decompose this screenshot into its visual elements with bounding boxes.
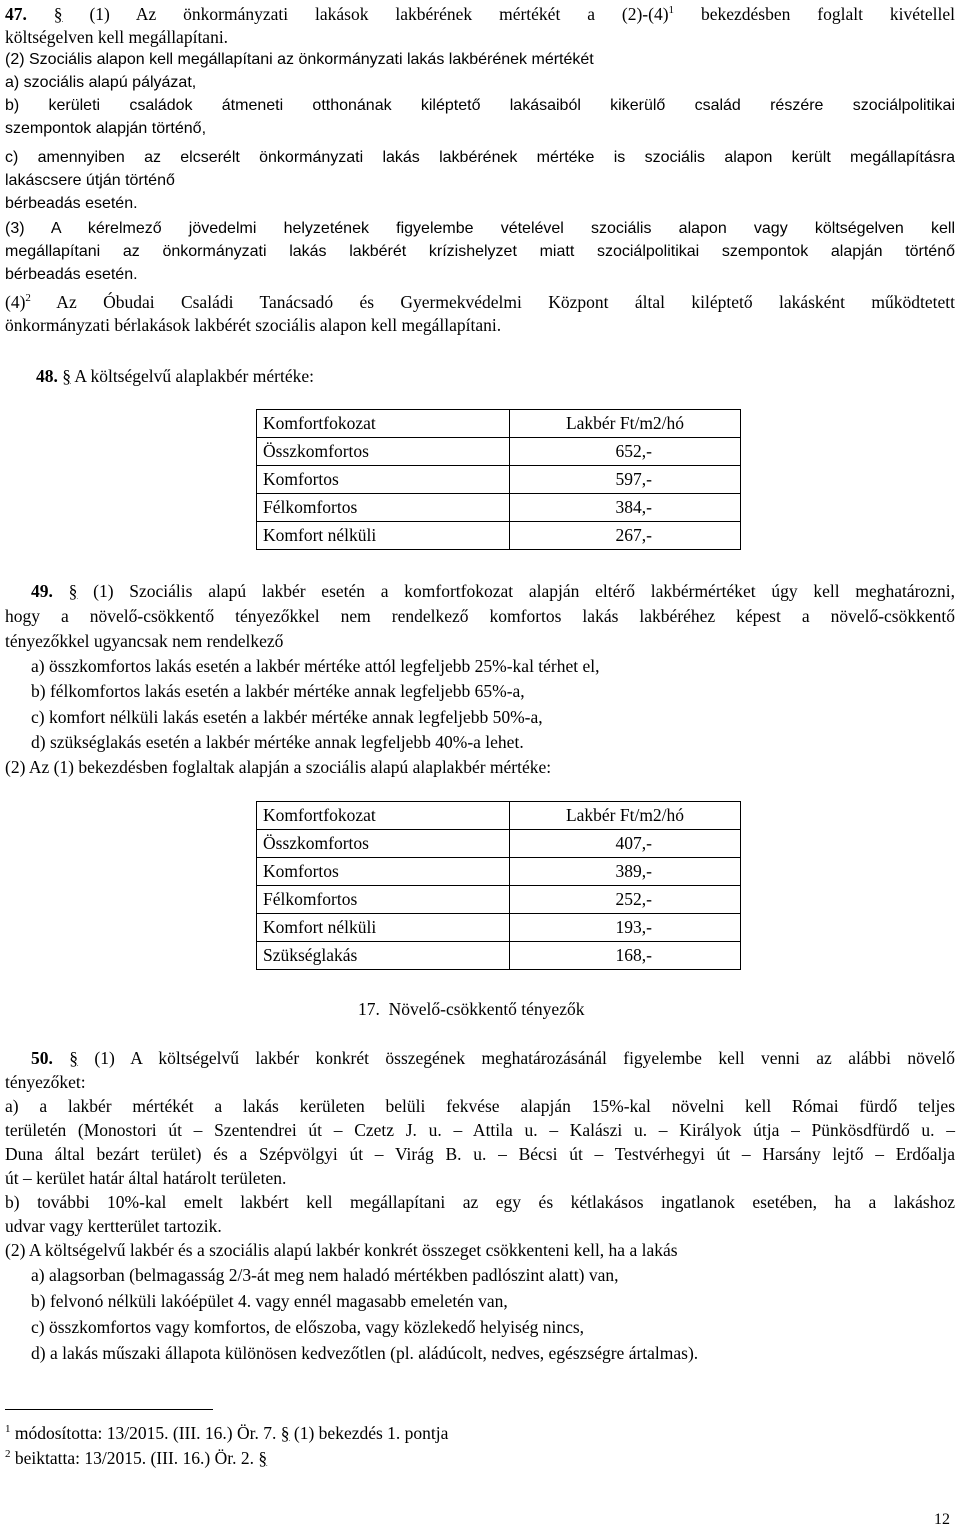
table-cell: Összkomfortos xyxy=(257,438,510,466)
table-row xyxy=(257,438,741,466)
s50-para-2: (2) A költségelvű lakbér és a szociális alapú lakbér konkrét összeget csökkenteni kell, ha a lakás xyxy=(5,1240,678,1260)
s50-point-a-3: Duna által bezárt terület) és a Szépvölgyi út – Virág B. u. – Bécsi út – Testvérhegyi út – Harsány lejtő – Erdőalja xyxy=(5,1144,955,1164)
s48-number: 48. xyxy=(36,366,58,386)
s50-line-2: tényezőket: xyxy=(5,1072,86,1092)
s49-line-1: 49. § (1) Szociális alapú lakbér esetén a komfortfokozat alapján eltérő lakbérmértéket úgy kell meghatározni, xyxy=(31,581,955,601)
table-cell: Komfortos xyxy=(257,466,510,494)
s50-para-2-b: b) felvonó nélküli lakóépület 4. vagy ennél magasabb emeletén van, xyxy=(31,1291,508,1311)
column-header: Komfortfokozat xyxy=(257,802,510,830)
s49-line-3: tényezőkkel ugyancsak nem rendelkező xyxy=(5,631,284,651)
table-cell: Komfort nélküli xyxy=(257,914,510,942)
footnote-ref-2: 2 xyxy=(25,292,31,304)
s47-para-4-2: önkormányzati bérlakások lakbérét szociális alapon kell megállapítani. xyxy=(5,315,502,335)
s47-para-2: (2) Szociális alapon kell megállapítani az önkormányzati lakás lakbérének mértékét xyxy=(5,51,594,68)
table-row xyxy=(257,942,741,970)
footnote-2: $^2$ beiktatta: 13/2015. (III. 16.) Ör. 2. § xyxy=(5,1448,268,1468)
s49-line-2: hogy a növelő-csökkentő tényezőkkel nem rendelkező komfortos lakás lakbéréhez képest a növelő-csökkentő xyxy=(5,606,955,626)
s50-number: 50. xyxy=(31,1048,53,1068)
table-row xyxy=(257,858,741,886)
s50-point-a-2: területén (Monostori út – Szentendrei út – Czetz J. u. – Attila u. – Kalászi u. – Királyok útja – Pünkösdfürdő u. – xyxy=(5,1120,955,1140)
table-cell: Szükséglakás xyxy=(257,942,510,970)
s47-point-a: a) szociális alapú pályázat, xyxy=(5,74,197,91)
s49-point-b: b) félkomfortos lakás esetén a lakbér mértéke annak legfeljebb 65%-a, xyxy=(31,681,525,701)
footnote-number: 1 xyxy=(5,1423,11,1435)
table-cell: Komfortos xyxy=(257,858,510,886)
s47-point-c-1: c) amennyiben az elcserélt önkormányzati lakás lakbérének mértéke is szociális alapon került megállapításra xyxy=(5,149,955,166)
s47-para-3-1: (3) A kérelmező jövedelmi helyzetének figyelembe vételével szociális alapon vagy költségelven kell xyxy=(5,220,955,237)
s47-line-1: 47. § (1) Az önkormányzati lakások lakbérének mértékét a $(2)-(4)^1$ bekezdésben foglalt kivétellel xyxy=(5,4,955,24)
s50-para-2-d: d) a lakás műszaki állapota különösen kedvezőtlen (pl. aládúcolt, nedves, egészségre ártalmas). xyxy=(31,1343,699,1363)
cost-based-rent-table xyxy=(256,409,741,550)
s48-section-sign: § xyxy=(62,366,71,386)
table-cell: 407,- xyxy=(510,830,741,858)
s49-number: 49. xyxy=(31,581,53,601)
s47-point-c-3: bérbeadás esetén. xyxy=(5,195,138,212)
s47-para-4-1: $(4)^2$ Az Óbudai Családi Tanácsadó és Gyermekvédelmi Központ által kiléptető lakásként működtetett xyxy=(5,292,955,312)
s50-point-b-2: udvar vagy kertterület tartozik. xyxy=(5,1216,222,1236)
table-cell: 652,- xyxy=(510,438,741,466)
s50-section-sign: § xyxy=(69,1048,79,1068)
table-header-row xyxy=(257,802,741,830)
footnote-section-sign: § xyxy=(280,1423,290,1443)
footnote-1: $^1$ módosította: 13/2015. (III. 16.) Ör. 7. § (1) bekezdés 1. pontja xyxy=(5,1423,449,1443)
social-rent-table xyxy=(256,801,741,970)
table-cell: 168,- xyxy=(510,942,741,970)
table-cell: 252,- xyxy=(510,886,741,914)
s47-point-c-2: lakáscsere útján történő xyxy=(5,172,175,189)
table-cell: Összkomfortos xyxy=(257,830,510,858)
s50-point-b-1: b) további 10%-kal emelt lakbért kell megállapítani az egy és kétlakásos ingatlanok esetében, ha a lakáshoz xyxy=(5,1192,955,1212)
table-row xyxy=(257,494,741,522)
table-row xyxy=(257,830,741,858)
footnote-number: 2 xyxy=(5,1448,11,1460)
s49-point-c: c) komfort nélküli lakás esetén a lakbér mértéke annak legfeljebb 50%-a, xyxy=(31,707,543,727)
column-header: Lakbér Ft/m2/hó xyxy=(510,802,741,830)
s47-para-3-2: megállapítani az önkormányzati lakás lakbérét krízishelyzet miatt szociálpolitikai szempontok alapján történő xyxy=(5,243,955,260)
table-cell: Komfort nélküli xyxy=(257,522,510,550)
s48-title: A költségelvű alaplakbér mértéke: xyxy=(71,366,314,386)
footnote-separator xyxy=(5,1409,213,1410)
table-cell: 384,- xyxy=(510,494,741,522)
s50-para-2-c: c) összkomfortos vagy komfortos, de előszoba, vagy közlekedő helyiség nincs, xyxy=(31,1317,585,1337)
s47-para-3-3: bérbeadás esetén. xyxy=(5,266,138,283)
table-row xyxy=(257,466,741,494)
s47-line-2: költségelven kell megállapítani. xyxy=(5,27,229,47)
s47-point-b-2: szempontok alapján történő, xyxy=(5,120,207,137)
table-cell: Félkomfortos xyxy=(257,494,510,522)
s50-point-a-1: a) a lakbér mértékét a lakás kerületen belüli fekvése alapján 15%-kal növelni kell Római fürdő teljes xyxy=(5,1096,955,1116)
table-row xyxy=(257,886,741,914)
s50-line-1: 50. § (1) A költségelvű lakbér konkrét összegének meghatározásánál figyelembe kell venni az alábbi növelő xyxy=(31,1048,955,1068)
footnote-ref-1: 1 xyxy=(668,4,675,16)
table-cell: 267,- xyxy=(510,522,741,550)
column-header: Komfortfokozat xyxy=(257,410,510,438)
chapter-17-title: 17. Növelő-csökkentő tényezők xyxy=(358,999,585,1019)
s49-point-d: d) szükséglakás esetén a lakbér mértéke annak legfeljebb 40%-a lehet. xyxy=(31,732,524,752)
s50-point-a-4: út – kerület határ által határolt területen. xyxy=(5,1168,287,1188)
table-row xyxy=(257,522,741,550)
table-cell: Félkomfortos xyxy=(257,886,510,914)
s49-para-2: (2) Az (1) bekezdésben foglaltak alapján a szociális alapú alaplakbér mértéke: xyxy=(5,757,552,777)
s48-heading xyxy=(36,365,314,387)
table-row xyxy=(257,914,741,942)
table-cell: 193,- xyxy=(510,914,741,942)
table-header-row xyxy=(257,410,741,438)
footnote-section-sign: § xyxy=(258,1448,268,1468)
s49-point-a: a) összkomfortos lakás esetén a lakbér mértéke attól legfeljebb 25%-kal térhet el, xyxy=(31,656,600,676)
table-cell: 597,- xyxy=(510,466,741,494)
s47-section-sign: § xyxy=(53,4,63,24)
s47-number: 47. xyxy=(5,4,27,24)
page-number: 12 xyxy=(934,1511,950,1528)
s49-section-sign: § xyxy=(68,581,78,601)
s47-point-b-1: b) kerületi családok átmeneti otthonának kiléptető lakásaiból kikerülő család részére szociálpolitikai xyxy=(5,97,955,114)
table-cell: 389,- xyxy=(510,858,741,886)
column-header: Lakbér Ft/m2/hó xyxy=(510,410,741,438)
s50-para-2-a: a) alagsorban (belmagasság 2/3-át meg nem haladó mértékben padlószint alatt) van, xyxy=(31,1265,619,1285)
